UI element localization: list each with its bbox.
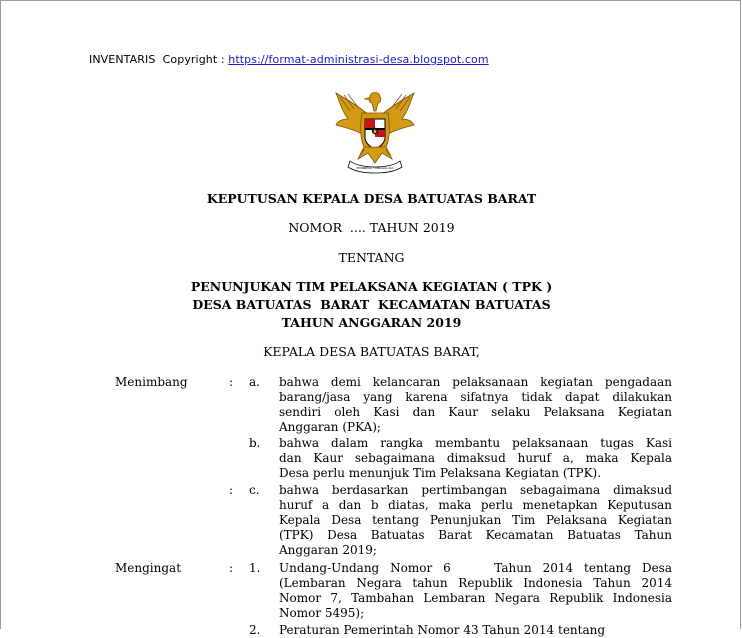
menimbang-a-text: bahwa demi kelancaran pelaksanaan kegiatan pengadaan barang/jasa yang karena sifatnya tidak dapat dilakukan sendiri oleh Kasi dan Kaur selaku Pelaksana Kegiatan Anggaran (PKA); [279,375,672,434]
menimbang-b-text: bahwa dalam rangka membantu pelaksanaan tugas Kasi dan Kaur sebagaimana dimaksud huruf a, maka Kepala Desa perlu menunjuk Tim Pelaksana Kegiatan (TPK). [279,436,672,480]
mengingat-label: Mengingat [115,561,182,575]
menimbang-a-marker: a. [249,375,260,389]
menimbang-c-colon: : [229,483,234,497]
decree-title: KEPUTUSAN KEPALA DESA BATUATAS BARAT [206,191,537,206]
about-label: TENTANG [338,250,405,265]
official-title: KEPALA DESA BATUATAS BARAT, [263,344,480,359]
menimbang-b-marker: b. [249,436,261,450]
mengingat-1-marker: 1. [249,561,261,575]
ribbon-text: BHINNEKA TUNGGAL IKA [356,166,394,170]
menimbang-label: Menimbang [115,375,188,389]
subject-line-3: TAHUN ANGGARAN 2019 [281,315,462,330]
subject-line-2: DESA BATUATAS BARAT KECAMATAN BATUATAS [192,297,551,312]
decree-number: NOMOR .... TAHUN 2019 [288,220,455,235]
mengingat-2-text: Peraturan Pemerintah Nomor 43 Tahun 2014 tentang [279,623,606,637]
menimbang-c-text: bahwa berdasarkan pertimbangan sebagaimana dimaksud huruf a dan b diatas, maka perlu menetapkan Keputusan Kepala Desa tentang Penunjukan Tim Pelaksana Kegiatan (TPK) Desa Batuatas Barat Kecamatan Batuatas Tahun Anggaran 2019; [279,483,672,557]
menimbang-c-marker: c. [249,483,260,497]
mengingat-colon: : [229,561,234,575]
source-link[interactable]: https://format-administrasi-desa.blogspot.com [228,53,489,66]
header-copyright [89,53,489,66]
header-prefix: INVENTARIS Copyright : [89,53,229,66]
subject-line-1: PENUNJUKAN TIM PELAKSANA KEGIATAN ( TPK ) [190,279,553,294]
menimbang-colon: : [229,375,234,389]
garuda-emblem-icon [330,89,420,177]
mengingat-1-text: Undang-Undang Nomor 6 Tahun 2014 tentang Desa (Lembaran Negara tahun Republik Indonesia Tahun 2014 Nomor 7, Tambahan Lembaran Negara Republik Indonesia Nomor 5495); [279,561,672,620]
mengingat-2-marker: 2. [249,623,261,637]
